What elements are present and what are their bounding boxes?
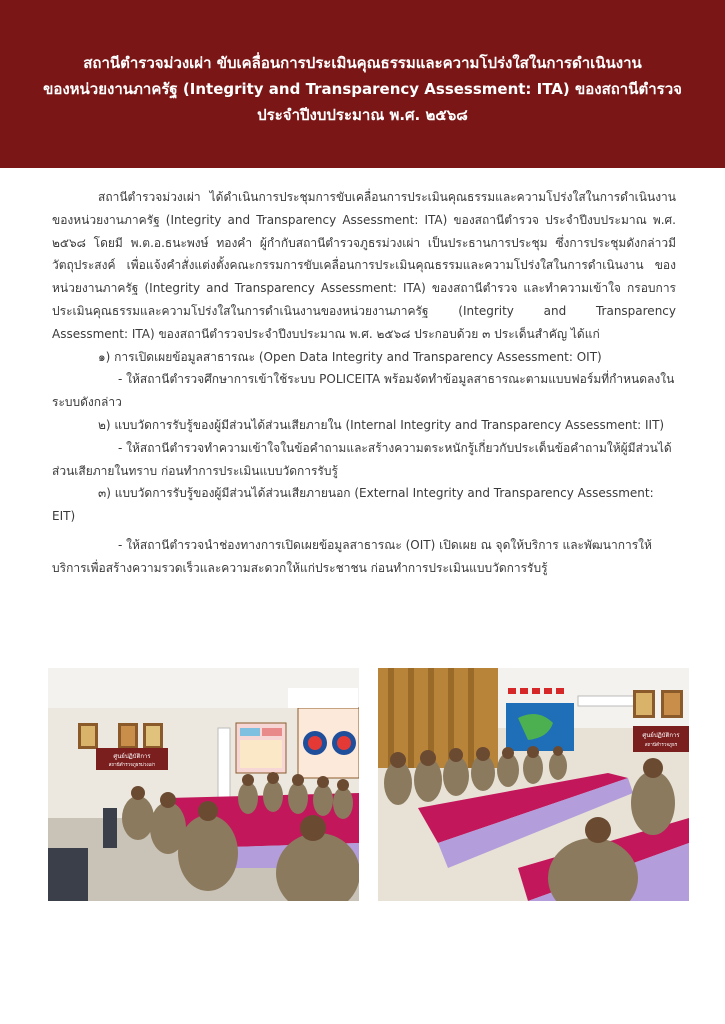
item-3-heading: ๓) แบบวัดการรับรู้ของผู้มีส่วนได้ส่วนเสียภายนอก (External Integrity and Transparency Assessment: EIT): [52, 486, 654, 524]
header-banner: [0, 0, 725, 168]
left-sign-text: ศูนย์ปฏิบัติการ: [113, 753, 151, 760]
item-1-detail: - ให้สถานีตำรวจศึกษาการเข้าใช้ระบบ POLICEITA พร้อมจัดทำข้อมูลสาธารณะตามแบบฟอร์มที่กำหนดลงในระบบดังกล่าว: [52, 372, 675, 410]
item-3-detail: - ให้สถานีตำรวจนำช่องทางการเปิดเผยข้อมูลสาธารณะ (OIT) เปิดเผย ณ จุดให้บริการ และพัฒนาการให้บริการเพื่อสร้างความรวดเร็วและความสะดวกให้แก่ประชาชน ก่อนทำการประเมินแบบวัดการรับรู้: [52, 537, 652, 575]
right-sign-text: ศูนย์ปฏิบัติการ: [642, 732, 680, 739]
title-line-1: สถานีตำรวจม่วงเผ่า ขับเคลื่อนการประเมินคุณธรรมและความโปร่งใสในการดำเนินงาน: [83, 54, 642, 72]
meeting-photo-left: [48, 668, 359, 901]
right-sign-subtext: สถานีตำรวจภูธร: [644, 743, 678, 748]
title-line-2: ของหน่วยงานภาครัฐ (Integrity and Transparency Assessment: ITA) ของสถานีตำรวจ: [43, 80, 682, 98]
article-body: [52, 186, 676, 580]
item-2-detail: - ให้สถานีตำรวจทำความเข้าใจในข้อคำถามและสร้างความตระหนักรู้เกี่ยวกับประเด็นข้อคำถามให้ผู้มีส่วนได้ส่วนเสียภายในทราบ ก่อนทำการประเมินแบบวัดการรับรู้: [52, 440, 672, 478]
page-title: [30, 50, 695, 128]
intro-paragraph: สถานีตำรวจม่วงเผ่า ได้ดำเนินการประชุมการขับเคลื่อนการประเมินคุณธรรมและความโปร่งใสในการดำเนินงานของหน่วยงานภาครัฐ (Integrity and Transparency Assessment: ITA) ของสถานีตำรวจ ประจำปีงบประมาณ พ.ศ. ๒๕๖๘ โดยมี พ.ต.อ.ธนะพงษ์ ทองคำ ผู้กำกับสถานีตำรวจภูธรม่วงเผ่า เป็นประธานการประชุม ซึ่งการประชุมดังกล่าวมีวัตถุประสงค์ เพื่อแจ้งคำสั่งแต่งตั้งคณะกรรมการขับเคลื่อนการประเมินคุณธรรมและความโปร่งใสในการดำเนินงาน ของหน่วยงานภาครัฐ (Integrity and Transparency Assessment: ITA) ของสถานีตำรวจ และทำความเข้าใจ กรอบการประเมินคุณธรรมและความโปร่งใสในการดำเนินงานของหน่วยงานภาครัฐ (Integrity and Transparency Assessment: ITA) ของสถานีตำรวจประจำปีงบประมาณ พ.ศ. ๒๕๖๘ ประกอบด้วย ๓ ประเด็นสำคัญ ได้แก่: [52, 190, 676, 341]
item-2-heading: ๒) แบบวัดการรับรู้ของผู้มีส่วนได้ส่วนเสียภายใน (Internal Integrity and Transparency Assessment: IIT): [98, 417, 665, 432]
meeting-photo-right: [378, 668, 689, 901]
left-sign-subtext: สถานีตำรวจภูธรม่วงเผ่า: [108, 763, 156, 768]
item-1-heading: ๑) การเปิดเผยข้อมูลสาธารณะ (Open Data Integrity and Transparency Assessment: OIT): [98, 349, 602, 364]
title-line-3: ประจำปีงบประมาณ พ.ศ. ๒๕๖๘: [257, 106, 468, 124]
